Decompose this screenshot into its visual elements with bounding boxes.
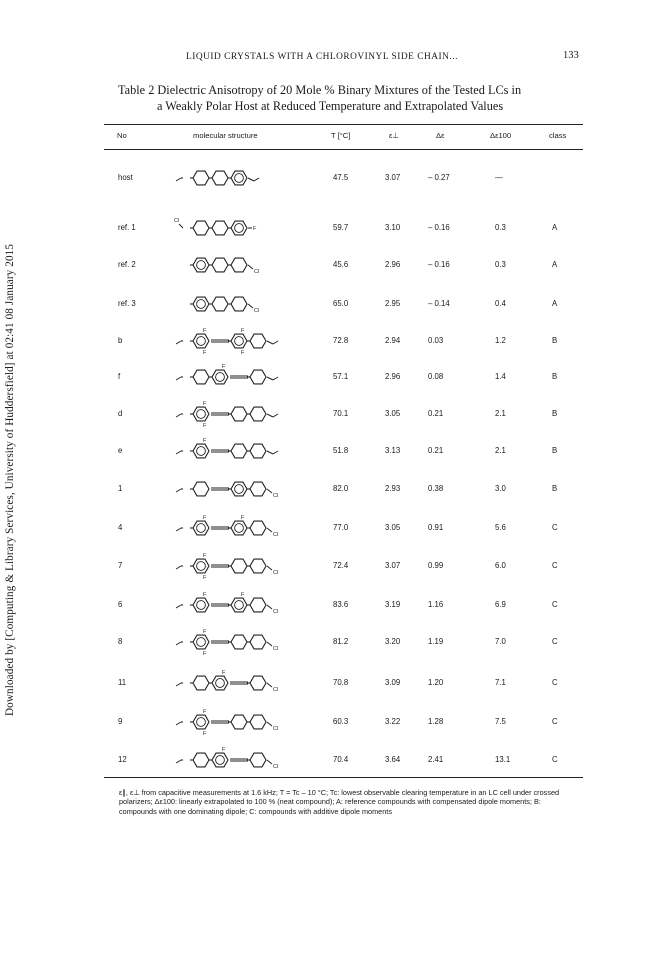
- molecular-structure: [172, 744, 297, 776]
- cell-temperature: 70.1: [333, 409, 349, 418]
- cell-eps-perp: 3.07: [385, 173, 401, 182]
- atom-label: Cl: [174, 218, 180, 224]
- cell-class: B: [552, 484, 558, 493]
- bond-line: [267, 683, 272, 687]
- table-bottom-rule: [104, 777, 583, 778]
- cell-class: B: [552, 372, 558, 381]
- bond-line: [273, 341, 278, 344]
- cell-eps-perp: 3.22: [385, 717, 401, 726]
- ring-icon: [250, 715, 266, 729]
- cell-delta-eps-100: 13.1: [495, 755, 511, 764]
- cell-temperature: 83.6: [333, 600, 349, 609]
- molecular-structure: [172, 325, 297, 357]
- cell-class: A: [552, 299, 558, 308]
- aromatic-ring-icon: [216, 373, 225, 382]
- cell-eps-perp: 3.10: [385, 223, 401, 232]
- cell-class: A: [552, 223, 558, 232]
- bond-line: [267, 566, 272, 570]
- aromatic-ring-icon: [235, 337, 244, 346]
- cell-temperature: 70.8: [333, 678, 349, 687]
- ring-icon: [231, 407, 247, 421]
- atom-label: Cl: [254, 308, 260, 314]
- cell-no: f: [118, 372, 121, 381]
- cell-delta-eps: – 0.14: [428, 299, 450, 308]
- bond-line: [176, 683, 181, 686]
- bond-line: [179, 224, 183, 228]
- aromatic-ring-icon: [197, 718, 206, 727]
- cell-no: b: [118, 336, 123, 345]
- bond-line: [267, 642, 272, 646]
- atom-label: Cl: [273, 609, 279, 615]
- molecular-structure: [172, 398, 297, 430]
- table-caption: [118, 82, 588, 114]
- cell-eps-perp: 2.96: [385, 260, 401, 269]
- cell-delta-eps-100: 0.3: [495, 260, 506, 269]
- cell-temperature: 72.4: [333, 561, 349, 570]
- cell-eps-perp: 3.05: [385, 523, 401, 532]
- atom-label: F: [203, 328, 207, 334]
- cell-delta-eps: 0.38: [428, 484, 444, 493]
- ring-icon: [250, 676, 266, 690]
- ring-icon: [193, 753, 209, 767]
- ring-icon: [231, 559, 247, 573]
- molecular-structure: [172, 512, 297, 544]
- cell-class: B: [552, 409, 558, 418]
- molecular-structure: [172, 667, 297, 699]
- cell-no: 1: [118, 484, 123, 493]
- atom-label: Cl: [273, 687, 279, 693]
- bond-line: [176, 605, 181, 608]
- bond-line: [267, 451, 273, 454]
- cell-eps-perp: 3.13: [385, 446, 401, 455]
- cell-temperature: 47.5: [333, 173, 349, 182]
- cell-temperature: 70.4: [333, 755, 349, 764]
- cell-no: e: [118, 446, 123, 455]
- atom-label: F: [203, 731, 207, 737]
- molecular-structure: [172, 626, 297, 658]
- atom-label: F: [253, 226, 257, 232]
- atom-label: Cl: [273, 493, 279, 499]
- cell-class: C: [552, 637, 558, 646]
- atom-label: Cl: [273, 726, 279, 732]
- atom-label: F: [241, 350, 245, 356]
- atom-label: F: [203, 423, 207, 429]
- atom-label: F: [222, 747, 226, 753]
- cell-eps-perp: 3.19: [385, 600, 401, 609]
- bond-line: [267, 341, 273, 344]
- cell-class: B: [552, 446, 558, 455]
- bond-line: [254, 178, 259, 181]
- ring-icon: [231, 715, 247, 729]
- atom-label: Cl: [273, 646, 279, 652]
- atom-label: F: [241, 592, 245, 598]
- cell-no: d: [118, 409, 123, 418]
- bond-line: [176, 722, 181, 725]
- atom-label: F: [203, 629, 207, 635]
- cell-no: 7: [118, 561, 123, 570]
- cell-class: C: [552, 717, 558, 726]
- aromatic-ring-icon: [197, 410, 206, 419]
- atom-label: F: [203, 592, 207, 598]
- col-header-structure: molecular structure: [193, 131, 258, 140]
- col-header-no: No: [117, 131, 127, 140]
- atom-label: F: [203, 515, 207, 521]
- bond-line: [248, 265, 253, 269]
- aromatic-ring-icon: [197, 601, 206, 610]
- cell-delta-eps-100: 0.4: [495, 299, 506, 308]
- bond-line: [267, 760, 272, 764]
- cell-eps-perp: 2.94: [385, 336, 401, 345]
- cell-delta-eps: 0.03: [428, 336, 444, 345]
- page-number: 133: [563, 50, 579, 61]
- cell-temperature: 51.8: [333, 446, 349, 455]
- aromatic-ring-icon: [235, 224, 244, 233]
- cell-no: 11: [118, 678, 127, 687]
- cell-delta-eps: 0.08: [428, 372, 444, 381]
- atom-label: F: [203, 709, 207, 715]
- cell-delta-eps: 0.91: [428, 523, 444, 532]
- cell-no: host: [118, 173, 133, 182]
- aromatic-ring-icon: [197, 300, 206, 309]
- cell-delta-eps: – 0.16: [428, 260, 450, 269]
- ring-icon: [231, 635, 247, 649]
- cell-delta-eps: 0.21: [428, 409, 444, 418]
- cell-delta-eps: 0.99: [428, 561, 444, 570]
- atom-label: F: [222, 364, 226, 370]
- aromatic-ring-icon: [235, 174, 244, 183]
- molecular-structure: [172, 361, 297, 393]
- cell-temperature: 72.8: [333, 336, 349, 345]
- cell-delta-eps-100: 7.1: [495, 678, 506, 687]
- cell-delta-eps-100: 2.1: [495, 409, 506, 418]
- download-watermark: Downloaded by [Computing & Library Services, University of Huddersfield] at 02:41 08 January 2015: [4, 243, 16, 717]
- col-header-delta-eps: Δε: [436, 131, 445, 140]
- bond-line: [176, 760, 181, 763]
- cell-temperature: 81.2: [333, 637, 349, 646]
- cell-no: ref. 2: [118, 260, 136, 269]
- bond-line: [176, 642, 181, 645]
- ring-icon: [250, 635, 266, 649]
- atom-label: F: [203, 401, 207, 407]
- molecular-structure: [172, 473, 297, 505]
- ring-icon: [212, 297, 228, 311]
- cell-class: B: [552, 336, 558, 345]
- cell-temperature: 82.0: [333, 484, 349, 493]
- atom-label: F: [241, 515, 245, 521]
- atom-label: Cl: [273, 532, 279, 538]
- ring-icon: [250, 407, 266, 421]
- cell-temperature: 57.1: [333, 372, 349, 381]
- cell-temperature: 65.0: [333, 299, 349, 308]
- running-head: LIQUID CRYSTALS WITH A CHLOROVINYL SIDE CHAIN...: [186, 52, 458, 62]
- ring-icon: [250, 559, 266, 573]
- cell-delta-eps: 1.28: [428, 717, 444, 726]
- bond-line: [273, 377, 278, 380]
- table-top-rule: [104, 124, 583, 125]
- ring-icon: [212, 171, 228, 185]
- ring-icon: [250, 753, 266, 767]
- ring-icon: [231, 444, 247, 458]
- bond-line: [176, 414, 181, 417]
- bond-line: [273, 414, 278, 417]
- cell-eps-perp: 2.93: [385, 484, 401, 493]
- table-footnote: ε∥, ε⊥ from capacitive measurements at 1.6 kHz; T = Tc – 10 °C; Tc: lowest observable clearing temperature in an LC cell under crossed polarizers; Δε100: linearly extrapolated to 100 % (neat compound); A: reference compounds with compensated dipole moments; B: compounds with one dominating dipole; C: compounds with additive dipole moments: [119, 788, 560, 816]
- molecular-structure: [172, 162, 297, 194]
- col-header-class: class: [549, 131, 567, 140]
- cell-eps-perp: 2.95: [385, 299, 401, 308]
- col-header-temperature: T [°C]: [331, 131, 351, 140]
- cell-eps-perp: 3.07: [385, 561, 401, 570]
- ring-icon: [231, 258, 247, 272]
- cell-delta-eps-100: 0.3: [495, 223, 506, 232]
- col-header-delta-eps-100: Δε100: [490, 131, 512, 140]
- bond-line: [176, 178, 181, 181]
- bond-line: [267, 377, 273, 380]
- ring-icon: [212, 258, 228, 272]
- ring-icon: [231, 297, 247, 311]
- atom-label: Cl: [273, 764, 279, 770]
- molecular-structure: [172, 212, 297, 244]
- ring-icon: [250, 334, 266, 348]
- cell-delta-eps: 1.20: [428, 678, 444, 687]
- aromatic-ring-icon: [197, 261, 206, 270]
- cell-delta-eps-100: 1.2: [495, 336, 506, 345]
- cell-temperature: 77.0: [333, 523, 349, 532]
- aromatic-ring-icon: [235, 601, 244, 610]
- cell-delta-eps: – 0.27: [428, 173, 450, 182]
- bond-line: [176, 528, 181, 531]
- cell-delta-eps-100: 2.1: [495, 446, 506, 455]
- bond-line: [176, 377, 181, 380]
- cell-delta-eps-100: 1.4: [495, 372, 506, 381]
- molecular-structure: [172, 550, 297, 582]
- bond-line: [267, 414, 273, 417]
- cell-delta-eps: 1.19: [428, 637, 444, 646]
- aromatic-ring-icon: [197, 562, 206, 571]
- aromatic-ring-icon: [197, 337, 206, 346]
- cell-eps-perp: 3.09: [385, 678, 401, 687]
- cell-delta-eps-100: 6.9: [495, 600, 506, 609]
- ring-icon: [250, 521, 266, 535]
- caption-line-1: Table 2 Dielectric Anisotropy of 20 Mole % Binary Mixtures of the Tested LCs in: [118, 83, 522, 97]
- bond-line: [267, 722, 272, 726]
- ring-icon: [212, 221, 228, 235]
- cell-delta-eps-100: —: [495, 173, 503, 182]
- molecular-structure: [172, 589, 297, 621]
- ring-icon: [193, 171, 209, 185]
- aromatic-ring-icon: [197, 524, 206, 533]
- table-header-rule: [104, 149, 583, 150]
- cell-delta-eps: 0.21: [428, 446, 444, 455]
- cell-no: 4: [118, 523, 123, 532]
- cell-delta-eps-100: 6.0: [495, 561, 506, 570]
- cell-class: C: [552, 755, 558, 764]
- bond-line: [176, 451, 181, 454]
- bond-line: [176, 489, 181, 492]
- atom-label: Cl: [254, 269, 260, 275]
- cell-delta-eps: 1.16: [428, 600, 444, 609]
- ring-icon: [250, 482, 266, 496]
- ring-icon: [250, 370, 266, 384]
- molecular-structure: [172, 706, 297, 738]
- molecular-structure: [172, 249, 297, 281]
- aromatic-ring-icon: [235, 524, 244, 533]
- caption-line-2: a Weakly Polar Host at Reduced Temperature and Extrapolated Values: [157, 99, 504, 113]
- atom-label: F: [203, 575, 207, 581]
- ring-icon: [250, 598, 266, 612]
- cell-class: C: [552, 523, 558, 532]
- ring-icon: [193, 370, 209, 384]
- bond-line: [176, 566, 181, 569]
- atom-label: F: [203, 651, 207, 657]
- cell-class: C: [552, 600, 558, 609]
- cell-eps-perp: 3.20: [385, 637, 401, 646]
- cell-delta-eps: – 0.16: [428, 223, 450, 232]
- cell-eps-perp: 3.05: [385, 409, 401, 418]
- bond-line: [176, 341, 181, 344]
- atom-label: F: [203, 438, 207, 444]
- cell-temperature: 45.6: [333, 260, 349, 269]
- cell-delta-eps: 2.41: [428, 755, 444, 764]
- atom-label: F: [203, 553, 207, 559]
- cell-no: 12: [118, 755, 127, 764]
- cell-eps-perp: 2.96: [385, 372, 401, 381]
- cell-no: ref. 1: [118, 223, 136, 232]
- aromatic-ring-icon: [197, 447, 206, 456]
- cell-temperature: 60.3: [333, 717, 349, 726]
- cell-no: 6: [118, 600, 123, 609]
- bond-line: [248, 304, 253, 308]
- col-header-eps-perp: ε⊥: [389, 131, 400, 140]
- atom-label: F: [222, 670, 226, 676]
- bond-line: [273, 451, 278, 454]
- cell-delta-eps-100: 7.5: [495, 717, 506, 726]
- cell-class: C: [552, 678, 558, 687]
- bond-line: [267, 605, 272, 609]
- cell-class: C: [552, 561, 558, 570]
- cell-no: 8: [118, 637, 123, 646]
- cell-no: 9: [118, 717, 123, 726]
- aromatic-ring-icon: [235, 485, 244, 494]
- cell-delta-eps-100: 5.6: [495, 523, 506, 532]
- cell-delta-eps-100: 3.0: [495, 484, 506, 493]
- cell-delta-eps-100: 7.0: [495, 637, 506, 646]
- cell-no: ref. 3: [118, 299, 136, 308]
- cell-temperature: 59.7: [333, 223, 349, 232]
- ring-icon: [193, 482, 209, 496]
- cell-eps-perp: 3.64: [385, 755, 401, 764]
- ring-icon: [250, 444, 266, 458]
- aromatic-ring-icon: [216, 756, 225, 765]
- ring-icon: [193, 676, 209, 690]
- bond-line: [267, 528, 272, 532]
- cell-class: A: [552, 260, 558, 269]
- aromatic-ring-icon: [216, 679, 225, 688]
- molecular-structure: [172, 435, 297, 467]
- atom-label: Cl: [273, 570, 279, 576]
- bond-line: [248, 178, 254, 181]
- molecular-structure: [172, 288, 297, 320]
- aromatic-ring-icon: [197, 638, 206, 647]
- atom-label: F: [241, 328, 245, 334]
- bond-line: [267, 489, 272, 493]
- atom-label: F: [203, 350, 207, 356]
- ring-icon: [193, 221, 209, 235]
